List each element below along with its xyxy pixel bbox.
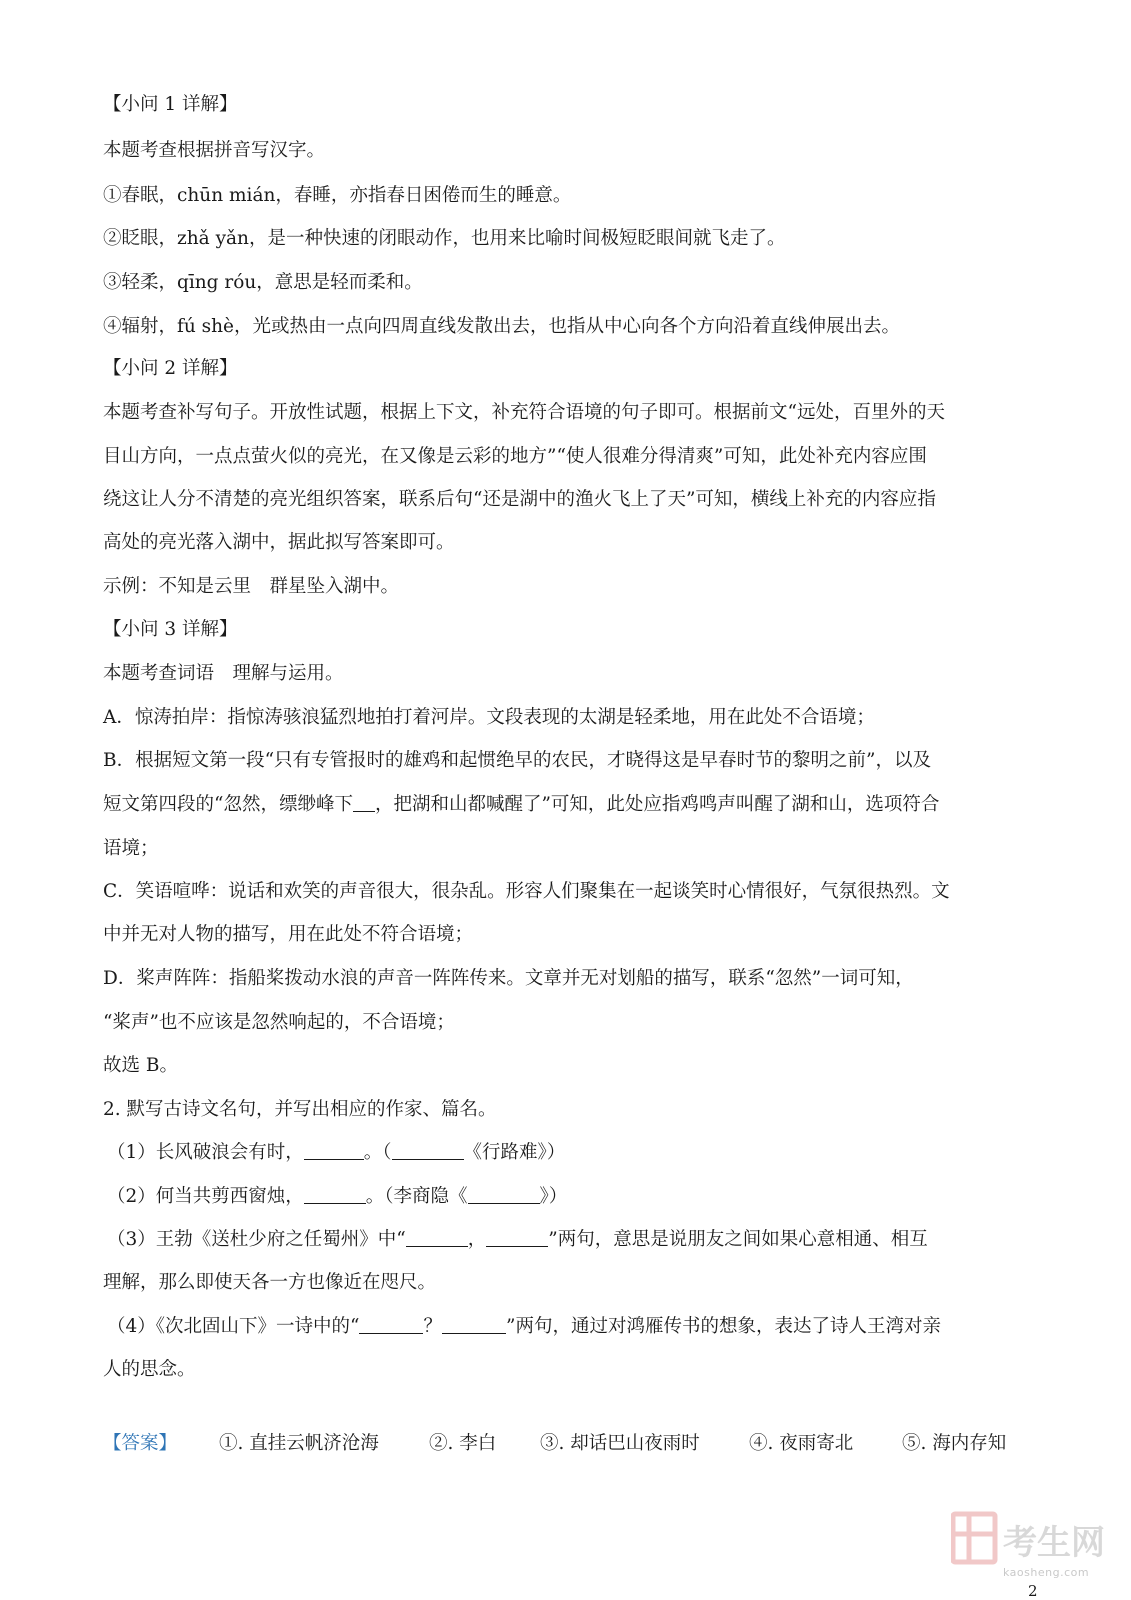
part-3-blank-2 [486,1228,548,1247]
sub3-option-b-line-3: 语境； [103,838,159,859]
sub3-option-c-line-1: C．笑语喧哗：说话和欢笑的声音很大，很杂乱。形容人们聚集在一起谈笑时心情很好，气氛很热烈。文 [103,881,950,902]
part-2-blank-2 [468,1185,540,1204]
sub2-line-4: 高处的亮光落入湖中，据此拟写答案即可。 [103,532,455,553]
sub3-option-b-line-1: B．根据短文第一段“只有专管报时的雄鸡和起惯绝早的农民，才晓得这是早春时节的黎明之前”，以及 [103,750,932,771]
answer-item-2: ②. 李白 [429,1433,497,1454]
part-2-text: （2）何当共剪西窗烛， [107,1186,304,1207]
sub2-example: 示例：不知是云里 群星坠入湖中。 [103,576,400,597]
question-2-part-3-line-1 [107,1227,1037,1253]
part-4-text: ”两句，通过对鸿雁传书的想象，表达了诗人王湾对亲 [506,1316,941,1337]
part-3-text: ”两句，意思是说朋友之间如果心意相通、相互 [548,1229,928,1250]
answer-item-5: ⑤. 海内存知 [902,1433,1007,1454]
sub2-line-2: 目山方向，一点点萤火似的亮光，在又像是云彩的地方”“使人很难分得清爽”可知，此处补充内容应围 [103,446,927,467]
part-1-blank-2 [392,1141,464,1160]
sub3-option-d-line-1: D．桨声阵阵：指船桨拨动水浪的声音一阵阵传来。文章并无对划船的描写，联系“忽然”一词可知， [103,968,914,989]
question-2-part-2 [107,1184,1037,1210]
sub3-option-d-line-2: “桨声”也不应该是忽然响起的，不合语境； [103,1012,455,1033]
sub3-heading: 【小问 3 详解】 [103,619,238,640]
page-number: 2 [1028,1582,1038,1600]
sub3-intro: 本题考查词语 理解与运用。 [103,663,344,684]
answer-item-4: ④. 夜雨寄北 [749,1433,854,1454]
part-3-text: （3）王勃《送杜少府之任蜀州》中“ [107,1229,406,1250]
sub1-heading: 【小问 1 详解】 [103,94,238,115]
sub1-intro: 本题考查根据拼音写汉字。 [103,140,326,161]
part-4-text: ？ [423,1316,442,1337]
sub3-option-a: A．惊涛拍岸：指惊涛骇浪猛烈地拍打着河岸。文段表现的太湖是轻柔地，用在此处不合语境； [103,707,875,728]
watermark-mark-icon [953,1514,995,1562]
question-2-part-4-line-1 [107,1314,1037,1340]
sub3-conclusion: 故选 B。 [103,1055,178,1076]
answer-item-3: ③. 却话巴山夜雨时 [540,1433,700,1454]
question-2-part-1 [107,1140,1037,1166]
sub3-option-b-line-2 [103,792,1033,818]
part-2-blank-1 [304,1185,366,1204]
part-2-text: 》） [539,1186,568,1207]
kaosheng-watermark-logo [951,1510,1121,1568]
sub2-line-3: 绕这让人分不清楚的亮光组织答案，联系后句“还是湖中的渔火飞上了天”可知，横线上补充的内容应指 [103,489,936,510]
option-b-text-before-blank: 短文第四段的“忽然，缥缈峰下 [103,794,353,815]
sub1-item-4: ④辐射，fú shè，光或热由一点向四周直线发散出去，也指从中心向各个方向沿着直线伸展出去。 [103,316,901,337]
part-1-blank-1 [304,1141,364,1160]
question-2-part-3-line-2: 理解，那么即使天各一方也像近在咫尺。 [103,1272,437,1293]
watermark-domain: kaosheng.com [1003,1566,1090,1579]
answer-item-1: ①. 直挂云帆济沧海 [219,1433,379,1454]
watermark-brand-text: 考生网 [1003,1523,1105,1563]
part-1-text: （1）长风破浪会有时， [107,1142,304,1163]
part-1-text: 。（ [363,1142,392,1163]
part-4-text: （4）《次北固山下》一诗中的“ [107,1316,360,1337]
sub1-item-1: ①春眠，chūn mián，春睡，亦指春日困倦而生的睡意。 [103,185,572,206]
answer-tag: 【答案】 [103,1433,178,1454]
sub1-item-2: ②眨眼，zhǎ yǎn，是一种快速的闭眼动作，也用来比喻时间极短眨眼间就飞走了。 [103,228,786,249]
option-b-blank [353,793,375,812]
part-2-text: 。（李商隐《 [365,1186,468,1207]
sub1-item-3: ③轻柔，qīng róu，意思是轻而柔和。 [103,272,423,293]
option-b-text-after-blank: ，把湖和山都喊醒了”可知，此处应指鸡鸣声叫醒了湖和山，选项符合 [374,794,940,815]
question-2-part-4-line-2: 人的思念。 [103,1359,196,1380]
sub2-heading: 【小问 2 详解】 [103,358,238,379]
sub2-line-1: 本题考查补写句子。开放性试题，根据上下文，补充符合语境的句子即可。根据前文“远处，百里外的天 [103,402,945,423]
sub3-option-c-line-2: 中并无对人物的描写，用在此处不符合语境； [103,924,474,945]
question-2-title: 2. 默写古诗文名句，并写出相应的作家、篇名。 [103,1099,497,1120]
part-4-blank-2 [442,1315,506,1334]
part-3-blank-1 [406,1228,468,1247]
part-1-text: 《行路难》） [463,1142,566,1163]
part-4-blank-1 [359,1315,423,1334]
part-3-text: ， [467,1229,487,1250]
